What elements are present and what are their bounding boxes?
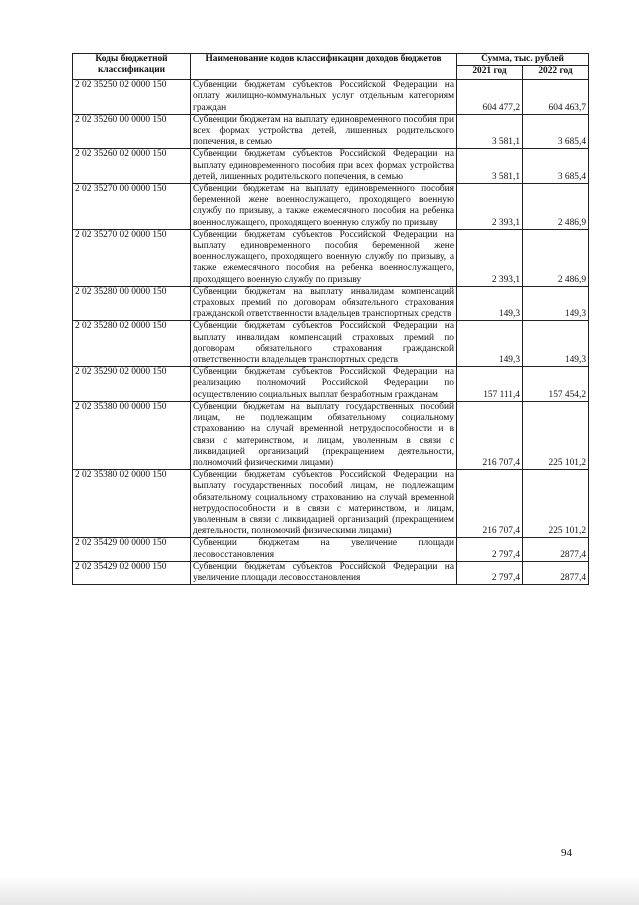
row-value-2021: 2 797,4 <box>457 561 523 584</box>
row-code: 2 02 35280 02 0000 150 <box>73 321 191 367</box>
row-name: Субвенции бюджетам субъектов Российской Федерации на реализацию полномочий Российской Федерации по осуществлению социальных выплат безработным гражданам <box>191 367 457 402</box>
row-value-2021: 216 707,4 <box>457 470 523 538</box>
table-row <box>73 149 589 184</box>
row-name: Субвенции бюджетам на выплату государственных пособий лицам, не подлежащим обязательному социальному страхованию на случай временной нетрудоспособности и в связи с материнством, и лицам, уволенным в связи с ликвидацией организаций (прекращением деятельности, полномочий физическими лицами) <box>191 401 457 469</box>
row-code: 2 02 35260 00 0000 150 <box>73 114 191 149</box>
row-name: Субвенции бюджетам на выплату единовременного пособия при всех формах устройства детей, лишенных родительского попечения, в семью <box>191 114 457 149</box>
row-value-2021: 2 797,4 <box>457 538 523 561</box>
table-row <box>73 367 589 402</box>
table-body <box>73 80 589 585</box>
table-row <box>73 184 589 230</box>
row-code: 2 02 35290 02 0000 150 <box>73 367 191 402</box>
row-value-2022: 225 101,2 <box>523 401 589 469</box>
table-row <box>73 286 589 321</box>
page-bottom-shadow <box>0 875 639 905</box>
row-name: Субвенции бюджетам субъектов Российской Федерации на увеличение площади лесовосстановления <box>191 561 457 584</box>
header-name: Наименование кодов классификации доходов бюджетов <box>191 54 457 80</box>
row-name: Субвенции бюджетам субъектов Российской Федерации на оплату жилищно-коммунальных услуг отдельным категориям граждан <box>191 80 457 115</box>
row-code: 2 02 35270 02 0000 150 <box>73 229 191 286</box>
row-value-2021: 2 393,1 <box>457 229 523 286</box>
table-row <box>73 470 589 538</box>
table-row <box>73 114 589 149</box>
row-value-2022: 2 486,9 <box>523 184 589 230</box>
row-code: 2 02 35260 02 0000 150 <box>73 149 191 184</box>
table-header-row <box>73 54 589 66</box>
row-value-2022: 225 101,2 <box>523 470 589 538</box>
table-row <box>73 538 589 561</box>
row-name: Субвенции бюджетам субъектов Российской Федерации на выплату единовременного пособия при всех формах устройства детей, лишенных родительского попечения, в семью <box>191 149 457 184</box>
row-value-2022: 149,3 <box>523 321 589 367</box>
header-year-2021: 2021 год <box>457 66 523 80</box>
row-code: 2 02 35380 00 0000 150 <box>73 401 191 469</box>
row-value-2021: 216 707,4 <box>457 401 523 469</box>
row-code: 2 02 35429 00 0000 150 <box>73 538 191 561</box>
row-code: 2 02 35270 00 0000 150 <box>73 184 191 230</box>
header-codes: Коды бюджетной классификации <box>73 54 191 80</box>
row-value-2022: 3 685,4 <box>523 114 589 149</box>
table-row <box>73 229 589 286</box>
row-name: Субвенции бюджетам субъектов Российской Федерации на выплату единовременного пособия беременной жене военнослужащего, проходящего военную службу по призыву, а также ежемесячного пособия на ребенка военнослужащего, проходящего военную службу по призыву <box>191 229 457 286</box>
row-code: 2 02 35250 02 0000 150 <box>73 80 191 115</box>
table-row <box>73 401 589 469</box>
row-code: 2 02 35280 00 0000 150 <box>73 286 191 321</box>
row-name: Субвенции бюджетам субъектов Российской Федерации на выплату инвалидам компенсаций страховых премий по договорам обязательного страхования гражданской ответственности владельцев транспортных средств <box>191 321 457 367</box>
row-value-2022: 604 463,7 <box>523 80 589 115</box>
table-row <box>73 80 589 115</box>
row-value-2021: 157 111,4 <box>457 367 523 402</box>
row-value-2022: 2877,4 <box>523 538 589 561</box>
row-value-2021: 3 581,1 <box>457 149 523 184</box>
header-year-2022: 2022 год <box>523 66 589 80</box>
row-name: Субвенции бюджетам на увеличение площади лесовосстановления <box>191 538 457 561</box>
row-name: Субвенции бюджетам на выплату единовременного пособия беременной жене военнослужащего, проходящего военную службу по призыву, а также ежемесячного пособия на ребенка военнослужащего, проходящего военную службу по призыву <box>191 184 457 230</box>
row-value-2021: 3 581,1 <box>457 114 523 149</box>
row-name: Субвенции бюджетам на выплату инвалидам компенсаций страховых премий по договорам обязательного страхования гражданской ответственности владельцев транспортных средств <box>191 286 457 321</box>
table-row <box>73 321 589 367</box>
row-value-2022: 149,3 <box>523 286 589 321</box>
row-value-2021: 2 393,1 <box>457 184 523 230</box>
row-value-2022: 2 486,9 <box>523 229 589 286</box>
page-number: 94 <box>561 847 572 859</box>
header-sum: Сумма, тыс. рублей <box>457 54 589 66</box>
row-code: 2 02 35380 02 0000 150 <box>73 470 191 538</box>
row-value-2021: 149,3 <box>457 286 523 321</box>
budget-table <box>72 53 589 585</box>
row-name: Субвенции бюджетам субъектов Российской Федерации на выплату государственных пособий лицам, не подлежащим обязательному социальному страхованию на случай временной нетрудоспособности и в связи с материнством, и лицам, уволенным в связи с ликвидацией организаций (прекращением деятельности, полномочий физическими лицами) <box>191 470 457 538</box>
table-row <box>73 561 589 584</box>
row-code: 2 02 35429 02 0000 150 <box>73 561 191 584</box>
row-value-2021: 604 477,2 <box>457 80 523 115</box>
row-value-2022: 2877,4 <box>523 561 589 584</box>
row-value-2021: 149,3 <box>457 321 523 367</box>
row-value-2022: 3 685,4 <box>523 149 589 184</box>
row-value-2022: 157 454,2 <box>523 367 589 402</box>
